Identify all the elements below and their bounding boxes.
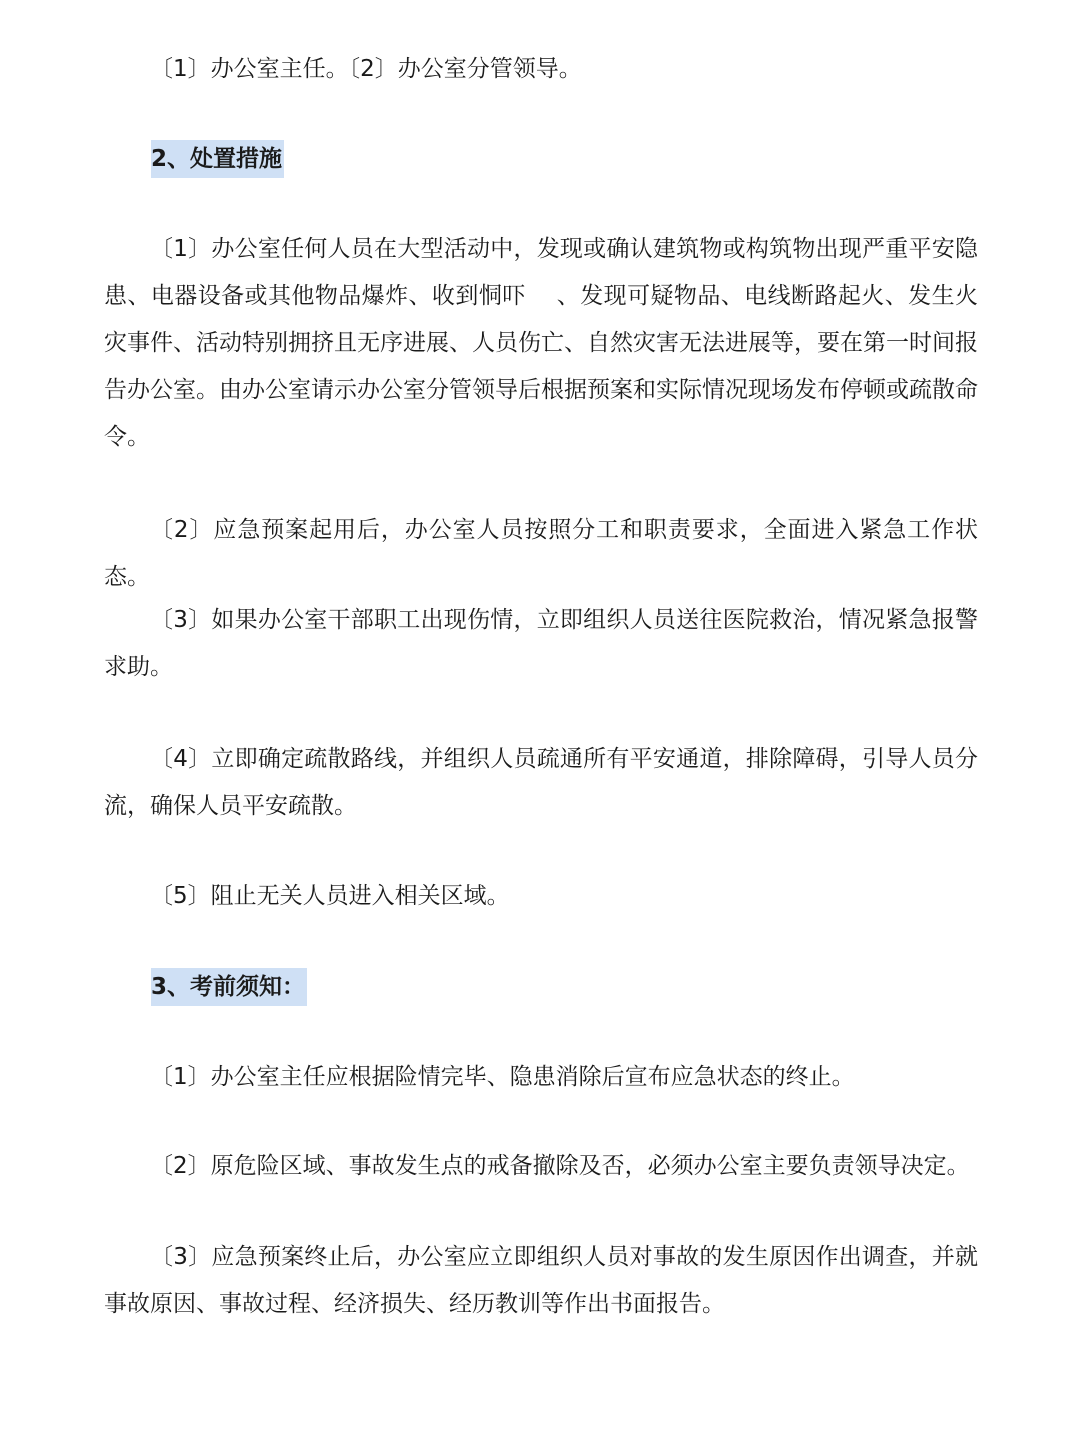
paragraph-precaution-2: 〔2〕原危险区域、事故发生点的戒备撤除及否，必须办公室主要负责领导决定。: [150, 1153, 970, 1179]
paragraph-precaution-1: 〔1〕办公室主任应根据险情完毕、隐患消除后宣布应急状态的终止。: [150, 1064, 855, 1090]
paragraph-measure-5: 〔5〕阻止无关人员进入相关区域。: [150, 883, 510, 909]
paragraph-responsible-persons: 〔1〕办公室主任。〔2〕办公室分管领导。: [150, 56, 582, 82]
paragraph-measure-2: 〔2〕应急预案起用后，办公室人员按照分工和职责要求，全面进入紧急工作状态。: [104, 517, 978, 590]
paragraph-measure-4: 〔4〕立即确定疏散路线，并组织人员疏通所有平安通道，排除障碍，引导人员分流，确保人员平安疏散。: [104, 746, 978, 819]
paragraph-measure-1: 〔1〕办公室任何人员在大型活动中，发现或确认建筑物或构筑物出现严重平安隐患、电器设备或其他物品爆炸、收到恫吓 、发现可疑物品、电线断路起火、发生火灾事件、活动特别拥挤且无序进展、人员伤亡、自然灾害无法进展等，要在第一时间报告办公室。由办公室请示办公室分管领导后根据预案和实际情况现场发布停顿或疏散命令。: [104, 236, 978, 450]
paragraph-precaution-3: 〔3〕应急预案终止后，办公室应立即组织人员对事故的发生原因作出调查，并就事故原因、事故过程、经济损失、经历教训等作出书面报告。: [104, 1244, 978, 1317]
paragraph-measure-3: 〔3〕如果办公室干部职工出现伤情，立即组织人员送往医院救治，情况紧急报警求助。: [104, 607, 978, 680]
section-heading-precautions: 3、考前须知：: [151, 968, 307, 1006]
section-heading-disposal-measures: 2、处置措施: [151, 140, 284, 178]
